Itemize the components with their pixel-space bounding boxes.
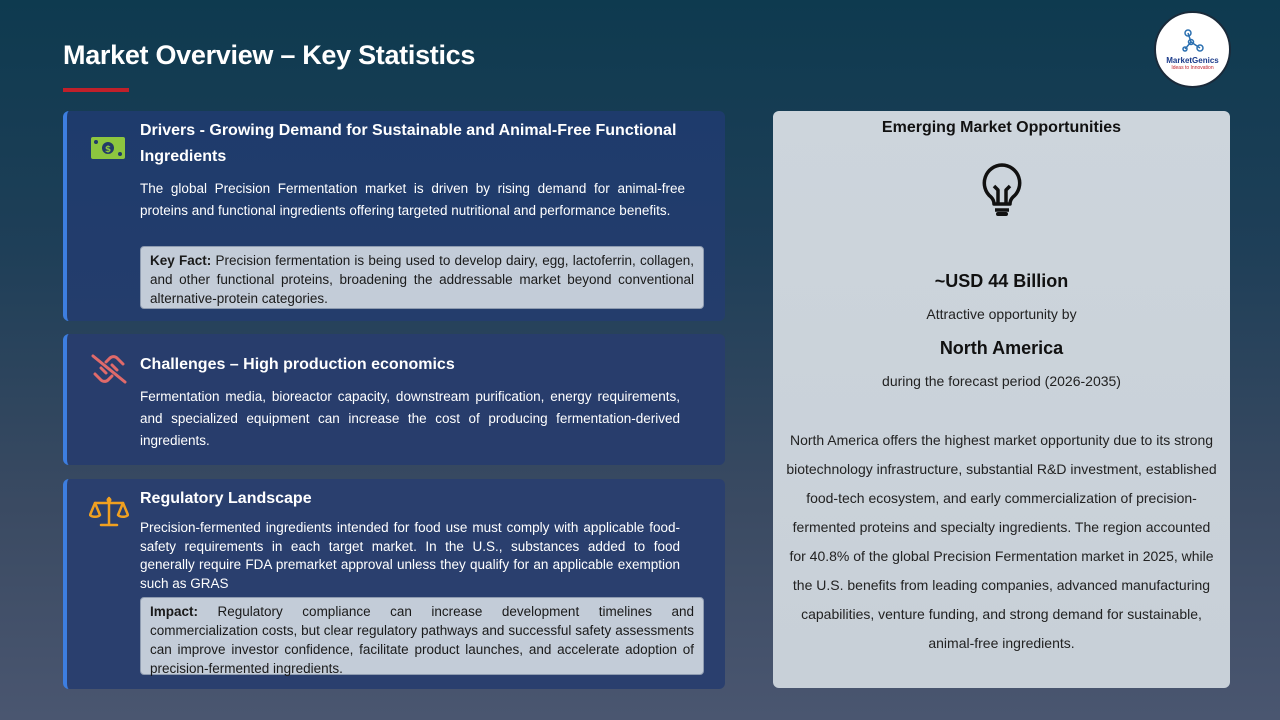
broken-link-icon	[89, 352, 129, 386]
impact-text: Regulatory compliance can increase development timelines and commercialization costs, but clear regulatory pathways and successful safety assessments can improve investor confidence, facilitate product launches, and accelerate adoption of precision-fermented ingredients.	[150, 604, 694, 676]
impact-label: Impact:	[150, 604, 199, 619]
opportunity-description: North America offers the highest market opportunity due to its strong biotechnology infrastructure, substantial R&D investment, established food-tech ecosystem, and early commercialization of precision-fermented proteins and specialty ingredients. The region accounted for 40.8% of the global Precision Fermentation market in 2025, while the U.S. benefits from leading companies, advanced manufacturing capabilities, venture funding, and strong demand for sustainable, animal-free ingredients.	[786, 432, 1217, 651]
drivers-title: Drivers - Growing Demand for Sustainable and Animal-Free Functional Ingredients	[140, 122, 677, 165]
logo-tagline: Ideas to Innovation	[1171, 65, 1214, 71]
scales-icon	[89, 495, 129, 529]
impact-box	[140, 597, 704, 675]
opportunities-panel	[773, 111, 1230, 688]
challenges-body: Fermentation media, bioreactor capacity, downstream purification, energy requirements, and specialized equipment can increase the cost of producing fermentation-derived ingredients.	[140, 389, 680, 448]
drivers-body: The global Precision Fermentation market is driven by rising demand for animal-free proteins and functional ingredients offering targeted nutritional and performance benefits.	[140, 181, 685, 218]
money-icon	[89, 131, 129, 165]
key-fact-box	[140, 246, 704, 309]
opportunity-value: ~USD 44 Billion	[934, 271, 1069, 291]
title-underline	[63, 88, 129, 92]
opportunity-subtitle: Attractive opportunity by	[926, 306, 1077, 322]
logo-network-icon	[1180, 28, 1206, 54]
regulatory-title: Regulatory Landscape	[140, 490, 312, 507]
opportunity-region: North America	[939, 338, 1064, 358]
challenges-title: Challenges – High production economics	[140, 356, 455, 373]
logo-name: MarketGenics	[1166, 56, 1219, 65]
opportunities-title: Emerging Market Opportunities	[881, 119, 1122, 136]
key-fact-text: Precision fermentation is being used to develop dairy, egg, lactoferrin, collagen, and other functional proteins, broadening the addressable market beyond conventional alternative-protein categories.	[150, 253, 694, 306]
challenges-card	[63, 334, 725, 465]
drivers-card	[63, 111, 725, 321]
page-title: Market Overview – Key Statistics	[63, 40, 476, 70]
regulatory-card	[63, 479, 725, 689]
lightbulb-icon	[978, 161, 1026, 219]
svg-text:$: $	[104, 145, 112, 155]
company-logo	[1154, 11, 1231, 88]
key-fact-label: Key Fact:	[150, 253, 212, 268]
regulatory-body: Precision-fermented ingredients intended for food use must comply with applicable food-safety requirements in each target market. In the U.S., substances added to food generally require FDA premarket approval unless they qualify for an applicable exemption such as GRAS	[140, 520, 680, 591]
forecast-period: during the forecast period (2026-2035)	[882, 373, 1121, 389]
